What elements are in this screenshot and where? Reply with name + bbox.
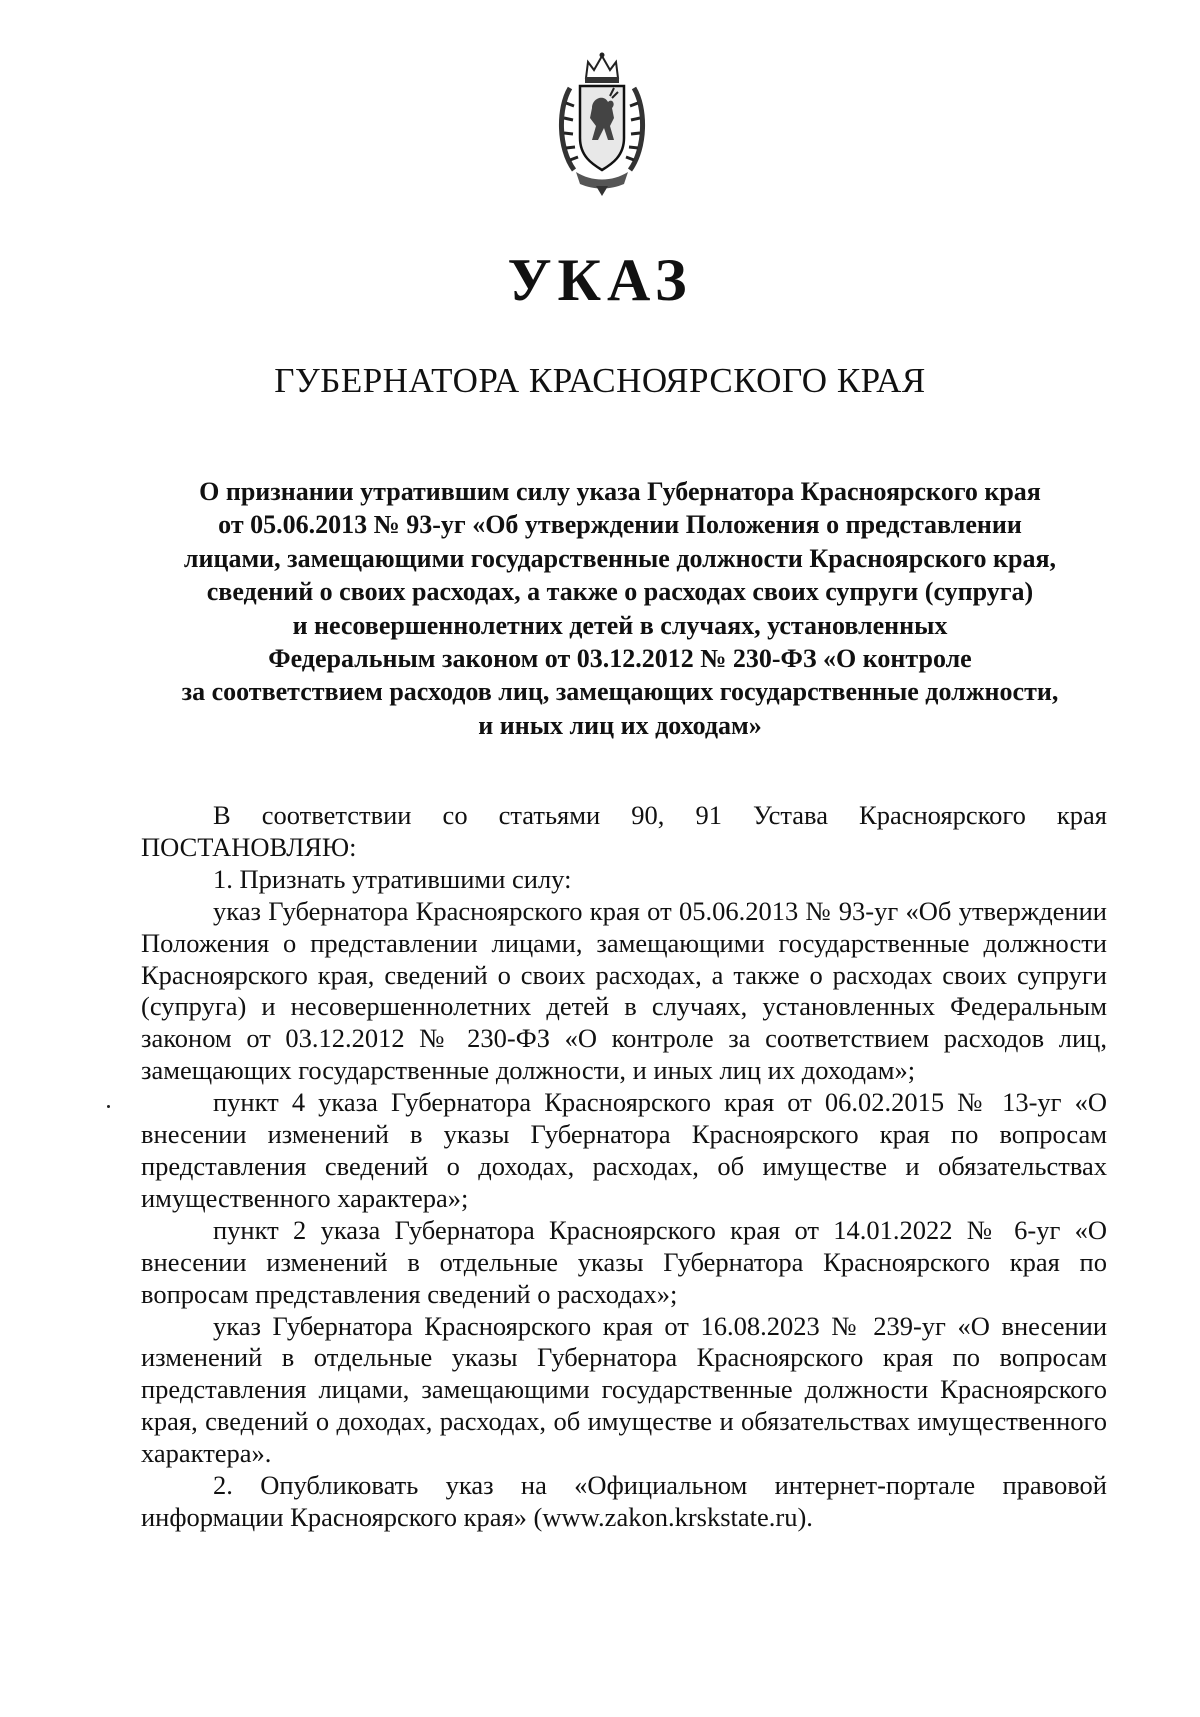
body-paragraph: указ Губернатора Красноярского края от 16.08.2023 № 239-уг «О внесении изменений в отдельные указы Губернатора Красноярского края по вопросам представления лицами, замещающими государственные должности Красноярского края, сведений о доходах, расходах, об имуществе и обязательствах имущественного характера». xyxy=(141,1310,1107,1469)
document-subtitle: ГУБЕРНАТОРА КРАСНОЯРСКОГО КРАЯ xyxy=(274,361,926,400)
body-paragraph: пункт 4 указа Губернатора Красноярского края от 06.02.2015 № 13-уг «О внесении изменений в указы Губернатора Красноярского края по вопросам представления сведений о доходах, расходах, об имуществе и обязательствах имущественного характера»; xyxy=(141,1087,1107,1213)
body-paragraph: 1. Признать утратившими силу: xyxy=(213,863,572,894)
heading-line: О признании утратившим силу указа Губернатора Красноярского края xyxy=(199,477,1041,506)
heading-line: Федеральным законом от 03.12.2012 № 230-ФЗ «О контроле xyxy=(268,644,972,674)
heading-line: и несовершеннолетних детей в случаях, установленных xyxy=(292,610,948,640)
heading-line: и иных лиц их доходам» xyxy=(478,710,762,740)
krasnoyarsk-coat-of-arms-icon xyxy=(552,48,652,198)
body-paragraph: указ Губернатора Красноярского края от 05.06.2013 № 93-уг «Об утверждении Положения о представлении лицами, замещающими государственные должности Красноярского края, сведений о своих расходах, а также о расходах своих супруги (супруга) и несовершеннолетних детей в случаях, установленных Федеральным законом от 03.12.2012 № 230-ФЗ «О контроле за соответствием расходов лиц, замещающих государственные должности, и иных лиц их доходам»; xyxy=(141,895,1107,1086)
document-heading xyxy=(140,475,1100,742)
body-paragraph: В соответствии со статьями 90, 91 Устава Красноярского края ПОСТАНОВЛЯЮ: xyxy=(141,800,1107,862)
body-paragraph: пункт 2 указа Губернатора Красноярского края от 14.01.2022 № 6-уг «О внесении изменений в отдельные указы Губернатора Красноярского края по вопросам представления сведений о расходах»; xyxy=(141,1214,1107,1309)
heading-line: за соответствием расходов лиц, замещающих государственные должности, xyxy=(181,677,1059,707)
scan-speck xyxy=(107,1105,110,1108)
heading-line: сведений о своих расходах, а также о расходах своих супруги (супруга) xyxy=(206,577,1034,607)
heading-line: от 05.06.2013 № 93-уг «Об утверждении Положения о представлении xyxy=(218,510,1022,540)
document-body xyxy=(141,800,1107,1534)
body-paragraph: 2. Опубликовать указ на «Официальном интернет-портале правовой информации Красноярского края» (www.zakon.krskstate.ru). xyxy=(141,1470,1107,1532)
document-title: УКАЗ xyxy=(507,247,693,313)
heading-line: лицами, замещающими государственные должности Красноярского края, xyxy=(183,543,1057,573)
